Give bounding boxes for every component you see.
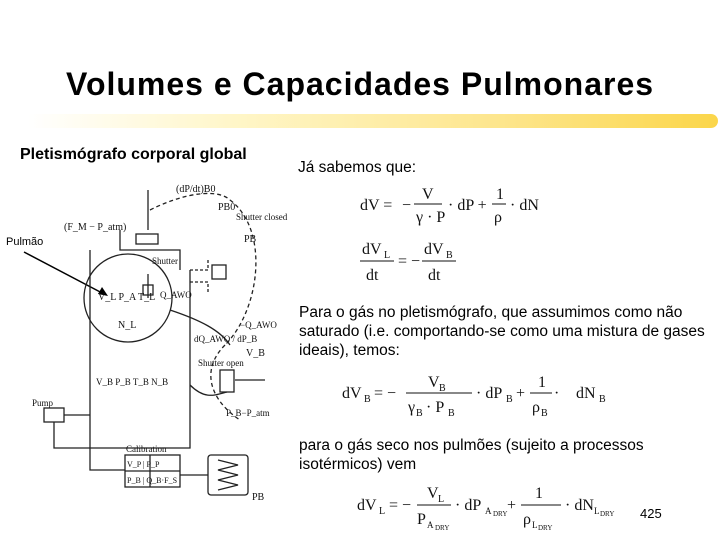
- svg-text:B: B: [416, 408, 423, 419]
- svg-text:dV: dV: [357, 497, 377, 514]
- svg-text:A: A: [485, 506, 492, 516]
- equation-dvb: [340, 370, 580, 422]
- pulmao-label: Pulmão: [6, 236, 44, 248]
- svg-text:DRY: DRY: [538, 524, 553, 532]
- svg-text:dV: dV: [362, 241, 382, 258]
- svg-text:dt: dt: [428, 267, 441, 284]
- svg-text:L: L: [379, 506, 386, 517]
- svg-text:1: 1: [496, 186, 504, 203]
- svg-text:B: B: [446, 250, 453, 261]
- label-q-awo: Q_AWO: [160, 290, 192, 300]
- equation-dv: [358, 182, 558, 230]
- svg-text:B: B: [364, 394, 371, 405]
- intro-text: Já sabemos que:: [298, 159, 417, 176]
- equation-dvl-dvb: [358, 236, 478, 286]
- svg-text:dV: dV: [342, 385, 362, 402]
- label-n-l: N_L: [118, 320, 137, 331]
- svg-text:= −: = −: [374, 385, 397, 402]
- svg-text:dN: dN: [576, 385, 596, 402]
- svg-text:L: L: [594, 506, 600, 516]
- svg-text:V: V: [428, 374, 440, 391]
- svg-text:· dP: · dP: [476, 385, 503, 402]
- figure-caption: Pletismógrafo corporal global: [20, 146, 247, 163]
- label-pb-patm: P_B−P_atm: [226, 408, 270, 418]
- label-fm-patm: (F_M − P_atm): [64, 222, 127, 233]
- paragraph-plethysmograph: Para o gás no pletismógrafo, que assumimos como não saturado (i.e. comportando-se como uma mistura de gases ideais), temos:: [299, 304, 705, 359]
- svg-text:V: V: [427, 485, 439, 502]
- svg-text:DRY: DRY: [493, 510, 508, 518]
- svg-text:dV: dV: [424, 241, 444, 258]
- svg-text:−: −: [402, 197, 412, 214]
- svg-text:ρ: ρ: [494, 209, 502, 226]
- svg-text:= −: = −: [398, 253, 421, 270]
- label-pump: Pump: [32, 398, 54, 408]
- svg-text:B: B: [599, 394, 606, 405]
- svg-text:ρ: ρ: [523, 511, 531, 528]
- svg-text:B: B: [439, 383, 446, 394]
- svg-text:· dN: · dN: [565, 497, 594, 514]
- svg-text:dt: dt: [366, 267, 379, 284]
- label-box-vars: V_B P_B T_B N_B: [96, 377, 169, 387]
- label-dp-dt: (dP/dt)B0: [176, 184, 216, 195]
- svg-text:V: V: [422, 186, 434, 203]
- svg-text:B: B: [541, 408, 548, 419]
- svg-text:ρ: ρ: [532, 399, 540, 416]
- svg-text:+: +: [507, 497, 517, 514]
- svg-text:B: B: [506, 394, 513, 405]
- equation-dvb-tail: [576, 370, 636, 422]
- label-lung-vars: V_L P_A T_L: [98, 292, 156, 303]
- label-v-b: V_B: [246, 348, 265, 359]
- label-dq-dp: dQ_AWO / dP_B: [194, 334, 258, 344]
- svg-text:DRY: DRY: [435, 524, 450, 532]
- equation-dvl: [355, 480, 625, 536]
- label-neg-q-awo: −Q_AWO: [240, 320, 277, 330]
- svg-text:L: L: [532, 520, 538, 530]
- svg-text:DRY: DRY: [600, 510, 615, 518]
- label-calibration: Calibration: [126, 444, 167, 454]
- svg-text:· P: · P: [426, 399, 445, 416]
- plethysmograph-diagram: [30, 170, 288, 515]
- svg-text:= −: = −: [389, 497, 412, 514]
- svg-text:1: 1: [538, 374, 546, 391]
- label-shutter-open: Shutter open: [198, 358, 244, 368]
- svg-text:L: L: [438, 494, 445, 505]
- svg-text:+: +: [516, 385, 526, 402]
- label-shutter: Shutter: [152, 256, 178, 266]
- svg-text:· dP +: · dP +: [448, 197, 487, 214]
- paragraph-lungs: para o gás seco nos pulmões (sujeito a processos isotérmicos) vem: [299, 437, 644, 473]
- label-calib-line2: P_B | Q_B·F_S: [127, 476, 178, 485]
- svg-text:L: L: [384, 250, 391, 261]
- label-p-b0: PB0: [218, 202, 236, 213]
- svg-text:· dP: · dP: [455, 497, 482, 514]
- svg-text:·: ·: [554, 385, 560, 402]
- label-calib-line1: V_P | P_P: [127, 460, 160, 469]
- label-p-b-top: PB: [244, 234, 257, 245]
- slide-title: Volumes e Capacidades Pulmonares: [65, 66, 655, 102]
- svg-text:A: A: [427, 520, 434, 530]
- svg-text:B: B: [448, 408, 455, 419]
- svg-text:1: 1: [535, 485, 543, 502]
- page-number: 425: [640, 506, 662, 521]
- svg-text:γ · P: γ · P: [416, 209, 446, 226]
- label-p-b-bottom: PB: [252, 492, 265, 503]
- svg-text:P: P: [417, 511, 426, 528]
- svg-text:· dN: · dN: [510, 197, 539, 214]
- svg-text:dV =: dV =: [360, 197, 393, 214]
- svg-text:γ: γ: [408, 399, 416, 416]
- label-shutter-closed: Shutter closed: [236, 212, 288, 222]
